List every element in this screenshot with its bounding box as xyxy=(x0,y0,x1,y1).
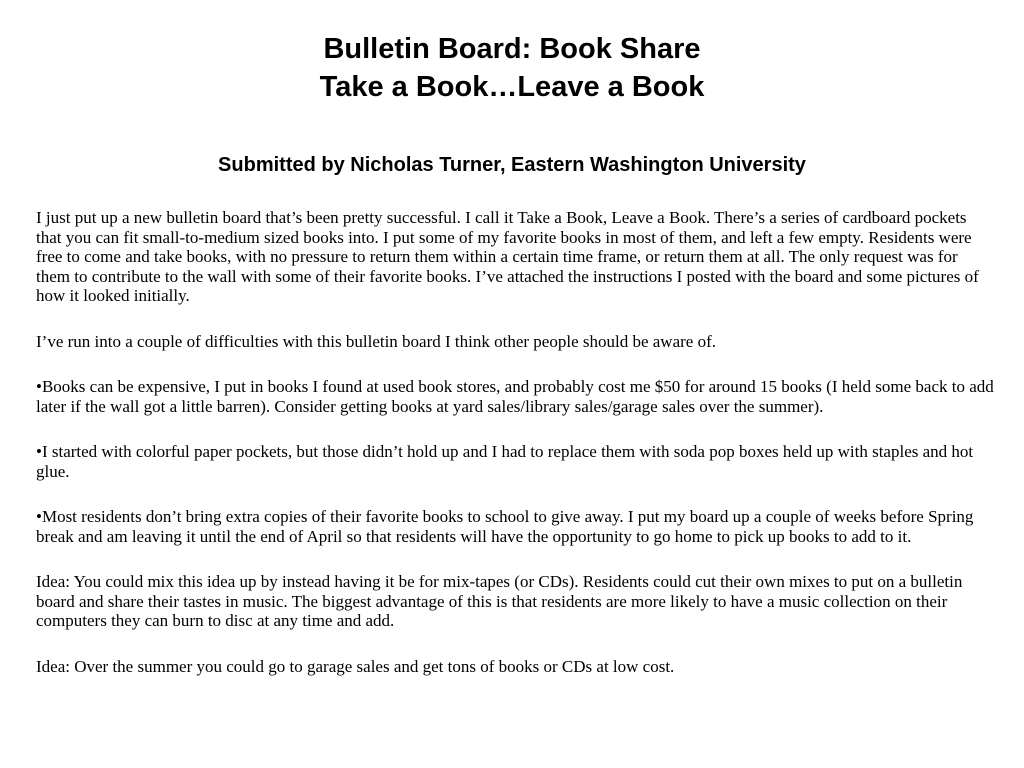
title-line-1: Bulletin Board: Book Share xyxy=(323,33,701,65)
slide-title xyxy=(0,30,1024,106)
paragraph-difficulties: I’ve run into a couple of difficulties with this bulletin board I think other people should be aware of. xyxy=(36,331,716,351)
title-line-2: Take a Book…Leave a Book xyxy=(319,71,705,103)
idea-summer: Idea: Over the summer you could go to garage sales and get tons of books or CDs at low cost. xyxy=(36,656,675,676)
bullet-residents: •Most residents don’t bring extra copies of their favorite books to school to give away. I put my board up a couple of weeks before Spring break and am leaving it until the end of April so that residents will have the opportunity to go home to pick up books to add to it. xyxy=(36,507,974,546)
paragraph-intro: I just put up a new bulletin board that’s been pretty successful. I call it Take a Book, Leave a Book. There’s a series of cardboard pockets that you can fit small-to-medium sized books into. I put some of my favorite books in most of them, and left a few empty. Residents were free to come and take books, with no pressure to return them within a certain time frame, or return them at all. The only request was for them to contribute to the wall with some of their favorite books. I’ve attached the instructions I posted with the board and some pictures of how it looked initially. xyxy=(36,208,979,305)
slide-body xyxy=(36,208,994,702)
submission-credit: Submitted by Nicholas Turner, Eastern Washington University xyxy=(218,154,806,176)
bullet-pockets: •I started with colorful paper pockets, but those didn’t hold up and I had to replace them with soda pop boxes held up with staples and hot glue. xyxy=(36,442,974,481)
idea-mixtapes: Idea: You could mix this idea up by instead having it be for mix-tapes (or CDs). Residents could cut their own mixes to put on a bulletin board and share their tastes in music. The biggest advantage of this is that residents are more likely to have a music collection on their computers they can burn to disc at any time and add. xyxy=(36,572,963,630)
bullet-cost: •Books can be expensive, I put in books I found at used book stores, and probably cost me $50 for around 15 books (I held some back to add later if the wall got a little barren). Consider getting books at yard sales/library sales/garage sales over the summer). xyxy=(36,377,994,416)
